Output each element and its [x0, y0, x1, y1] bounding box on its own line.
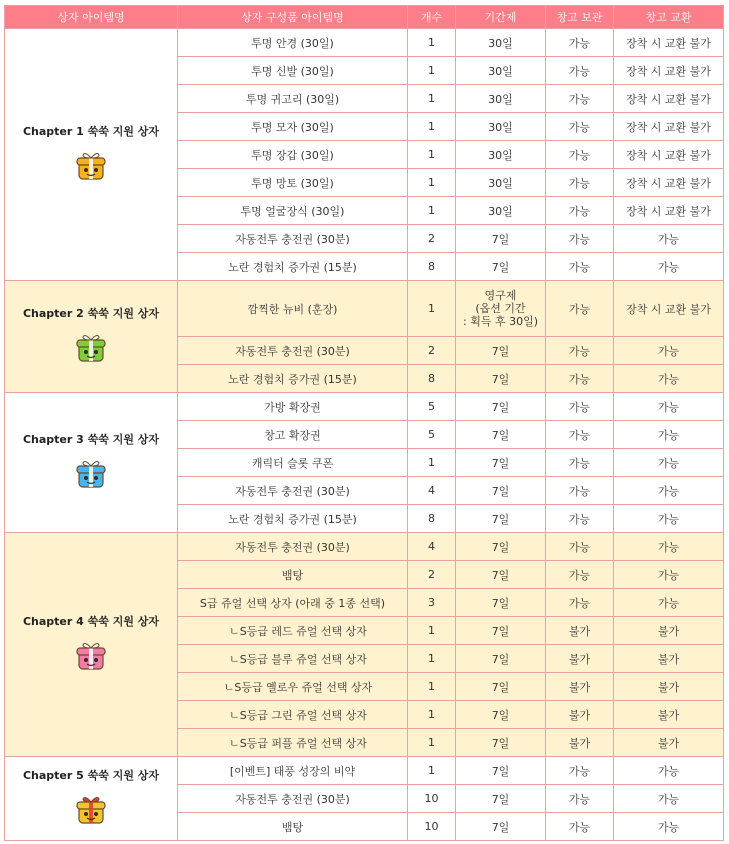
box-name: Chapter 4 쑥쑥 지원 상자 [22, 615, 160, 628]
count-cell: 1 [408, 281, 456, 337]
count-cell: 1 [408, 113, 456, 141]
item-name-cell: 투명 신발 (30일) [178, 57, 408, 85]
count-cell: 4 [408, 533, 456, 561]
period-cell: 7일 [456, 561, 546, 589]
storage-cell: 가능 [546, 449, 614, 477]
storage-cell: 불가 [546, 701, 614, 729]
exchange-cell: 불가 [614, 701, 724, 729]
header-exchange: 창고 교환 [614, 6, 724, 29]
item-name-cell: 자동전투 충전권 (30분) [178, 785, 408, 813]
period-cell: 7일 [456, 337, 546, 365]
count-cell: 2 [408, 225, 456, 253]
count-cell: 2 [408, 561, 456, 589]
item-name-cell: 노란 경험치 증가권 (15분) [178, 505, 408, 533]
period-cell: 7일 [456, 673, 546, 701]
pink-gift-box-icon [74, 639, 108, 676]
count-cell: 1 [408, 169, 456, 197]
count-cell: 8 [408, 505, 456, 533]
storage-cell: 가능 [546, 281, 614, 337]
exchange-cell: 장착 시 교환 불가 [614, 85, 724, 113]
item-name-cell: 뱀탕 [178, 813, 408, 841]
item-name-cell: 자동전투 충전권 (30분) [178, 533, 408, 561]
item-name-cell: 가방 확장권 [178, 393, 408, 421]
exchange-cell: 가능 [614, 533, 724, 561]
exchange-cell: 장착 시 교환 불가 [614, 57, 724, 85]
box-name-cell [5, 533, 178, 757]
exchange-cell: 가능 [614, 393, 724, 421]
table-row [5, 533, 724, 561]
period-cell: 30일 [456, 197, 546, 225]
storage-cell: 불가 [546, 617, 614, 645]
storage-cell: 가능 [546, 757, 614, 785]
count-cell: 1 [408, 617, 456, 645]
storage-cell: 가능 [546, 421, 614, 449]
item-name-cell: 창고 확장권 [178, 421, 408, 449]
count-cell: 5 [408, 393, 456, 421]
period-cell: 30일 [456, 169, 546, 197]
count-cell: 5 [408, 421, 456, 449]
count-cell: 1 [408, 757, 456, 785]
item-name-cell: 깜찍한 뉴비 (훈장) [178, 281, 408, 337]
exchange-cell: 장착 시 교환 불가 [614, 197, 724, 225]
green-gift-box-icon [74, 331, 108, 368]
box-name-cell [5, 757, 178, 841]
exchange-cell: 가능 [614, 813, 724, 841]
storage-cell: 가능 [546, 85, 614, 113]
count-cell: 1 [408, 645, 456, 673]
period-cell: 7일 [456, 589, 546, 617]
exchange-cell: 가능 [614, 449, 724, 477]
exchange-cell: 가능 [614, 365, 724, 393]
count-cell: 10 [408, 813, 456, 841]
storage-cell: 가능 [546, 365, 614, 393]
count-cell: 10 [408, 785, 456, 813]
period-cell: 7일 [456, 757, 546, 785]
count-cell: 1 [408, 701, 456, 729]
period-cell: 30일 [456, 85, 546, 113]
storage-cell: 가능 [546, 505, 614, 533]
storage-cell: 가능 [546, 225, 614, 253]
storage-cell: 가능 [546, 477, 614, 505]
item-name-cell: 투명 망토 (30일) [178, 169, 408, 197]
item-name-cell: S급 쥬얼 선택 상자 (아래 중 1종 선택) [178, 589, 408, 617]
storage-cell: 가능 [546, 393, 614, 421]
header-row [5, 6, 724, 29]
exchange-cell: 가능 [614, 561, 724, 589]
period-cell: 7일 [456, 505, 546, 533]
count-cell: 1 [408, 29, 456, 57]
header-component-name: 상자 구성품 아이템명 [178, 6, 408, 29]
exchange-cell: 가능 [614, 589, 724, 617]
period-cell: 7일 [456, 477, 546, 505]
item-table [4, 5, 724, 841]
period-cell: 7일 [456, 785, 546, 813]
box-name-cell [5, 393, 178, 533]
item-name-cell: 투명 얼굴장식 (30일) [178, 197, 408, 225]
storage-cell: 가능 [546, 141, 614, 169]
box-name: Chapter 3 쑥쑥 지원 상자 [22, 433, 160, 446]
blue-gift-box-icon [74, 457, 108, 494]
storage-cell: 가능 [546, 113, 614, 141]
item-name-cell: [이벤트] 태풍 성장의 비약 [178, 757, 408, 785]
exchange-cell: 가능 [614, 421, 724, 449]
yellow-gift-box-icon [74, 149, 108, 186]
box-name: Chapter 5 쑥쑥 지원 상자 [22, 769, 160, 782]
storage-cell: 가능 [546, 57, 614, 85]
exchange-cell: 장착 시 교환 불가 [614, 29, 724, 57]
period-cell: 7일 [456, 253, 546, 281]
exchange-cell: 가능 [614, 477, 724, 505]
item-name-cell: ㄴS등급 퍼플 쥬얼 선택 상자 [178, 729, 408, 757]
exchange-cell: 불가 [614, 645, 724, 673]
box-name-cell [5, 29, 178, 281]
period-cell: 영구제 (옵션 기간 : 획득 후 30일) [456, 281, 546, 337]
period-cell: 7일 [456, 617, 546, 645]
period-cell: 7일 [456, 813, 546, 841]
count-cell: 1 [408, 729, 456, 757]
period-cell: 30일 [456, 113, 546, 141]
exchange-cell: 불가 [614, 729, 724, 757]
item-name-cell: 자동전투 충전권 (30분) [178, 477, 408, 505]
period-cell: 7일 [456, 449, 546, 477]
period-cell: 7일 [456, 225, 546, 253]
count-cell: 8 [408, 365, 456, 393]
storage-cell: 가능 [546, 29, 614, 57]
item-name-cell: 투명 모자 (30일) [178, 113, 408, 141]
item-name-cell: 투명 장갑 (30일) [178, 141, 408, 169]
count-cell: 1 [408, 673, 456, 701]
exchange-cell: 가능 [614, 505, 724, 533]
period-cell: 7일 [456, 701, 546, 729]
period-cell: 30일 [456, 29, 546, 57]
item-name-cell: 뱀탕 [178, 561, 408, 589]
count-cell: 1 [408, 449, 456, 477]
count-cell: 4 [408, 477, 456, 505]
exchange-cell: 장착 시 교환 불가 [614, 281, 724, 337]
box-name: Chapter 2 쑥쑥 지원 상자 [22, 307, 160, 320]
storage-cell: 가능 [546, 813, 614, 841]
storage-cell: 가능 [546, 197, 614, 225]
item-name-cell: 투명 귀고리 (30일) [178, 85, 408, 113]
storage-cell: 가능 [546, 169, 614, 197]
period-cell: 7일 [456, 729, 546, 757]
period-cell: 30일 [456, 141, 546, 169]
storage-cell: 가능 [546, 253, 614, 281]
box-name: Chapter 1 쑥쑥 지원 상자 [22, 125, 160, 138]
box-name-cell [5, 281, 178, 393]
item-name-cell: 노란 경험치 증가권 (15분) [178, 253, 408, 281]
exchange-cell: 가능 [614, 337, 724, 365]
item-name-cell: 투명 안경 (30일) [178, 29, 408, 57]
table-row [5, 29, 724, 57]
exchange-cell: 불가 [614, 673, 724, 701]
count-cell: 1 [408, 141, 456, 169]
count-cell: 3 [408, 589, 456, 617]
exchange-cell: 장착 시 교환 불가 [614, 113, 724, 141]
count-cell: 8 [408, 253, 456, 281]
item-name-cell: ㄴS등급 블루 쥬얼 선택 상자 [178, 645, 408, 673]
item-name-cell: ㄴS등급 레드 쥬얼 선택 상자 [178, 617, 408, 645]
exchange-cell: 가능 [614, 225, 724, 253]
storage-cell: 가능 [546, 561, 614, 589]
period-cell: 7일 [456, 421, 546, 449]
storage-cell: 불가 [546, 673, 614, 701]
item-name-cell: ㄴS등급 옐로우 쥬얼 선택 상자 [178, 673, 408, 701]
period-cell: 7일 [456, 533, 546, 561]
header-box-name: 상자 아이템명 [5, 6, 178, 29]
header-period: 기간제 [456, 6, 546, 29]
item-name-cell: 자동전투 충전권 (30분) [178, 225, 408, 253]
item-name-cell: ㄴS등급 그린 쥬얼 선택 상자 [178, 701, 408, 729]
exchange-cell: 가능 [614, 757, 724, 785]
table-row [5, 281, 724, 337]
count-cell: 1 [408, 85, 456, 113]
storage-cell: 불가 [546, 645, 614, 673]
storage-cell: 가능 [546, 337, 614, 365]
period-cell: 30일 [456, 57, 546, 85]
table-row [5, 393, 724, 421]
item-name-cell: 캐릭터 슬롯 쿠폰 [178, 449, 408, 477]
exchange-cell: 불가 [614, 617, 724, 645]
item-name-cell: 자동전투 충전권 (30분) [178, 337, 408, 365]
storage-cell: 불가 [546, 729, 614, 757]
item-name-cell: 노란 경험치 증가권 (15분) [178, 365, 408, 393]
exchange-cell: 가능 [614, 785, 724, 813]
exchange-cell: 장착 시 교환 불가 [614, 141, 724, 169]
storage-cell: 가능 [546, 589, 614, 617]
period-cell: 7일 [456, 645, 546, 673]
period-cell: 7일 [456, 365, 546, 393]
exchange-cell: 장착 시 교환 불가 [614, 169, 724, 197]
exchange-cell: 가능 [614, 253, 724, 281]
period-cell: 7일 [456, 393, 546, 421]
red-gold-gift-box-icon [74, 793, 108, 830]
header-storage: 창고 보관 [546, 6, 614, 29]
count-cell: 1 [408, 57, 456, 85]
count-cell: 1 [408, 197, 456, 225]
header-count: 개수 [408, 6, 456, 29]
table-row [5, 757, 724, 785]
storage-cell: 가능 [546, 533, 614, 561]
storage-cell: 가능 [546, 785, 614, 813]
count-cell: 2 [408, 337, 456, 365]
